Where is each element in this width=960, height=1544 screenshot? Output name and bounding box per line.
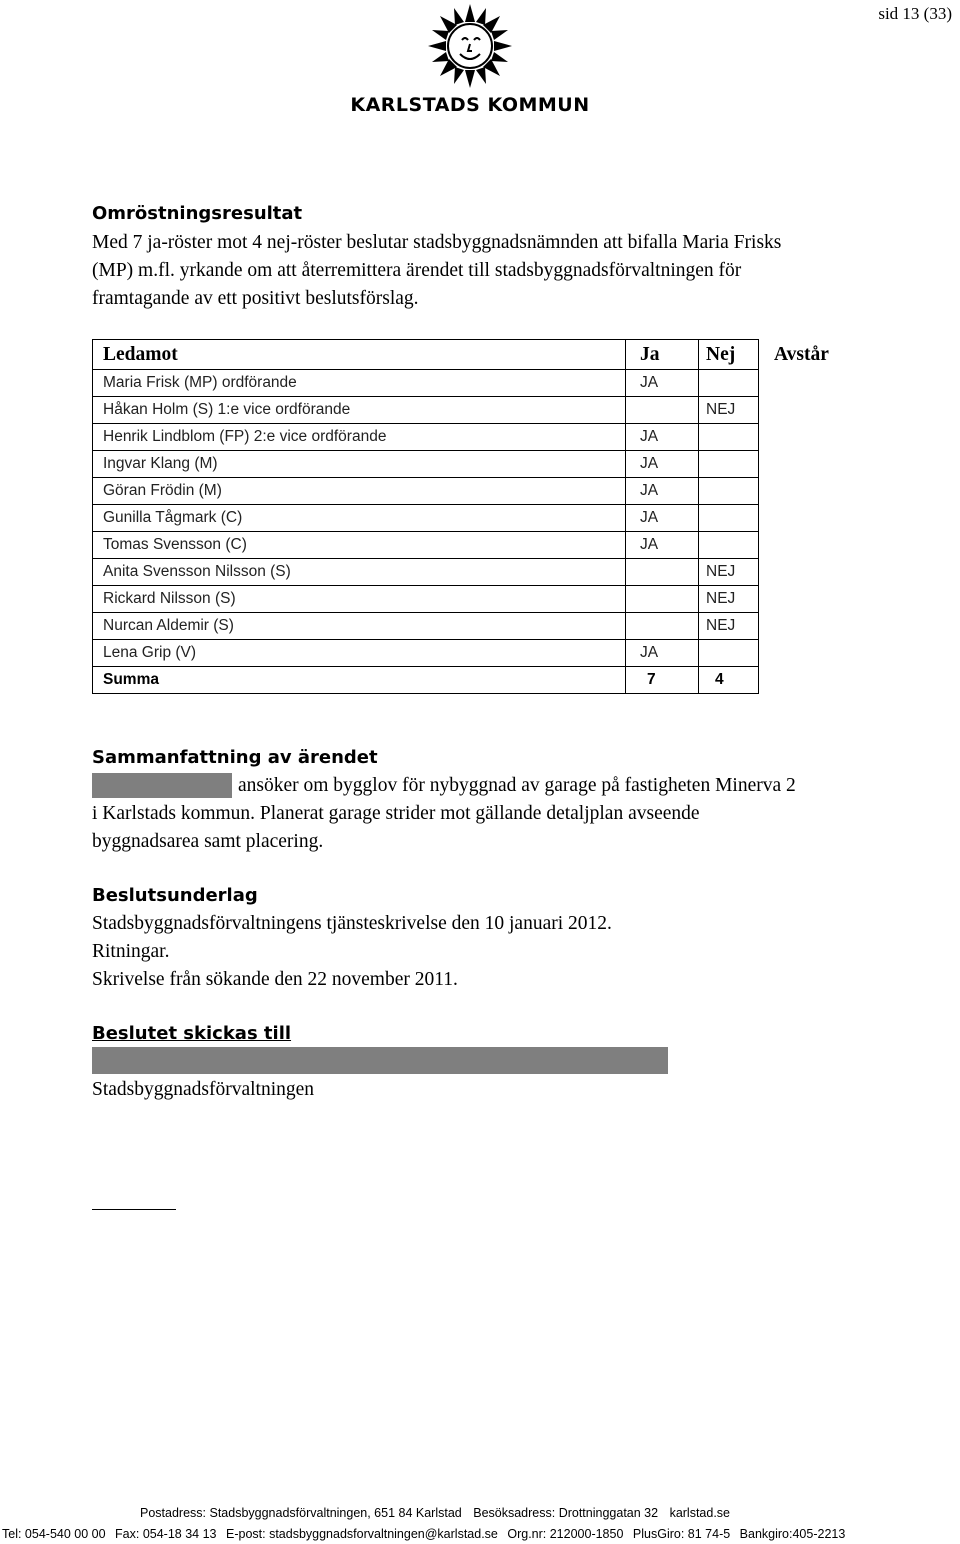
total-row (93, 667, 861, 694)
signature-line (92, 1209, 176, 1210)
text-line: ansöker om bygglov för nybyggnad av garage på fastigheten Minerva 2 (238, 775, 796, 796)
total-label: Summa (93, 667, 626, 694)
basis-heading: Beslutsunderlag (92, 885, 258, 906)
vote-nej: NEJ (699, 586, 759, 613)
footer-line-2 (2, 1527, 845, 1541)
vote-avstar (759, 370, 861, 397)
recipient-text: Stadsbyggnadsförvaltningen (92, 1079, 315, 1100)
summary-text (92, 772, 796, 856)
logo-text: KARLSTADS KOMMUN (350, 94, 590, 116)
vote-table (92, 339, 860, 694)
total-avstar (759, 667, 861, 694)
member-name: Nurcan Aldemir (S) (93, 613, 626, 640)
table-row (93, 640, 861, 667)
vote-nej (699, 532, 759, 559)
text-line: (MP) m.fl. yrkande om att återremittera ärendet till stadsbyggnadsförvaltningen för (92, 260, 742, 281)
header-nej: Nej (699, 340, 759, 370)
vote-nej: NEJ (699, 559, 759, 586)
vote-ja: JA (626, 505, 699, 532)
vote-result-text (92, 229, 781, 313)
footer-fax: Fax: 054-18 34 13 (115, 1527, 217, 1541)
vote-nej (699, 640, 759, 667)
vote-ja: JA (626, 424, 699, 451)
member-name: Lena Grip (V) (93, 640, 626, 667)
total-ja: 7 (626, 667, 699, 694)
footer-bankgiro: Bankgiro:405-2213 (739, 1527, 846, 1541)
vote-avstar (759, 505, 861, 532)
footer-website: karlstad.se (669, 1506, 731, 1520)
footer-org-number: Org.nr: 212000-1850 (507, 1527, 624, 1541)
member-name: Håkan Holm (S) 1:e vice ordförande (93, 397, 626, 424)
footer-plusgiro: PlusGiro: 81 74-5 (632, 1527, 731, 1541)
vote-ja (626, 586, 699, 613)
page-number: sid 13 (33) (878, 4, 952, 23)
text-line: Skrivelse från sökande den 22 november 2011. (92, 969, 458, 990)
text-line: Med 7 ja-röster mot 4 nej-röster beslutar stadsbyggnadsnämnden att bifalla Maria Frisks (92, 232, 782, 253)
header-ja: Ja (626, 340, 699, 370)
footer-line-1 (140, 1506, 730, 1520)
vote-avstar (759, 586, 861, 613)
text-line: Ritningar. (92, 941, 170, 962)
header-ledamot: Ledamot (93, 340, 626, 370)
vote-avstar (759, 532, 861, 559)
vote-ja (626, 559, 699, 586)
sent-to-heading: Beslutet skickas till (92, 1023, 292, 1044)
footer-phone: Tel: 054-540 00 00 (2, 1527, 106, 1541)
vote-ja (626, 613, 699, 640)
table-header-row (93, 340, 861, 370)
table-row (93, 532, 861, 559)
header-avstar: Avstår (774, 343, 829, 365)
footer-postal-address: Postadress: Stadsbyggnadsförvaltningen, 651 84 Karlstad (140, 1506, 462, 1520)
vote-ja: JA (626, 478, 699, 505)
member-name: Gunilla Tågmark (C) (93, 505, 626, 532)
vote-ja: JA (626, 532, 699, 559)
table-row (93, 478, 861, 505)
text-line: byggnadsarea samt placering. (92, 831, 324, 852)
vote-avstar (759, 451, 861, 478)
vote-ja: JA (626, 640, 699, 667)
redacted-recipient (92, 1047, 668, 1074)
vote-avstar (759, 559, 861, 586)
member-name: Rickard Nilsson (S) (93, 586, 626, 613)
karlstad-logo (340, 2, 600, 120)
footer-visit-address: Besöksadress: Drottninggatan 32 (473, 1506, 659, 1520)
summary-heading: Sammanfattning av ärendet (92, 747, 378, 768)
text-line: framtagande av ett positivt beslutsförslag. (92, 288, 419, 309)
vote-nej (699, 424, 759, 451)
vote-nej (699, 478, 759, 505)
table-row (93, 370, 861, 397)
sun-logo-icon (340, 2, 600, 97)
table-row (93, 451, 861, 478)
total-nej: 4 (699, 667, 759, 694)
vote-avstar (759, 640, 861, 667)
table-row (93, 424, 861, 451)
vote-nej: NEJ (699, 397, 759, 424)
member-name: Göran Frödin (M) (93, 478, 626, 505)
text-line: i Karlstads kommun. Planerat garage strider mot gällande detaljplan avseende (92, 803, 700, 824)
table-row (93, 397, 861, 424)
member-name: Anita Svensson Nilsson (S) (93, 559, 626, 586)
vote-ja: JA (626, 370, 699, 397)
table-row (93, 505, 861, 532)
table-row (93, 586, 861, 613)
table-row (93, 613, 861, 640)
vote-avstar (759, 613, 861, 640)
vote-ja (626, 397, 699, 424)
basis-text (92, 910, 612, 994)
vote-avstar (759, 397, 861, 424)
member-name: Ingvar Klang (M) (93, 451, 626, 478)
table-row (93, 559, 861, 586)
member-name: Tomas Svensson (C) (93, 532, 626, 559)
footer-email: E-post: stadsbyggnadsforvaltningen@karlstad.se (226, 1527, 498, 1541)
vote-avstar (759, 478, 861, 505)
member-name: Henrik Lindblom (FP) 2:e vice ordförande (93, 424, 626, 451)
vote-nej (699, 505, 759, 532)
vote-result-heading: Omröstningsresultat (92, 203, 303, 224)
vote-ja: JA (626, 451, 699, 478)
vote-nej (699, 451, 759, 478)
text-line: Stadsbyggnadsförvaltningens tjänsteskrivelse den 10 januari 2012. (92, 913, 612, 934)
vote-nej: NEJ (699, 613, 759, 640)
vote-avstar (759, 424, 861, 451)
vote-nej (699, 370, 759, 397)
member-name: Maria Frisk (MP) ordförande (93, 370, 626, 397)
